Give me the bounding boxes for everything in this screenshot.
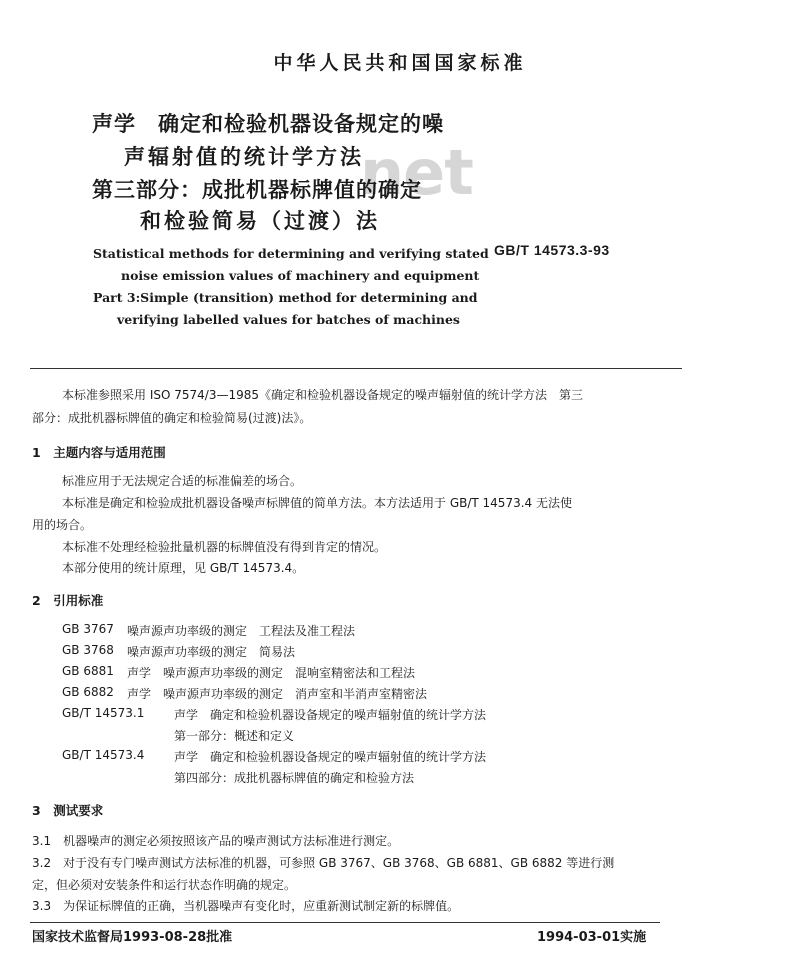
title-cn-line-1: 声学 确定和检验机器设备规定的噪 — [92, 112, 444, 136]
footer-divider — [30, 922, 660, 923]
ref-code: GB/T 14573.4 — [62, 748, 145, 762]
effective-date: 1994-03-01实施 — [537, 930, 647, 945]
intro-line-1: 本标准参照采用 ISO 7574/3—1985《确定和检验机器设备规定的噪声辐射值的统计学方法 第三 — [62, 388, 583, 402]
ref-title: 声学 噪声源声功率级的测定 消声室和半消声室精密法 — [127, 687, 428, 701]
approval-date: 国家技术监督局1993-08-28批准 — [32, 930, 233, 945]
section-1-line-1: 标准应用于无法规定合适的标准偏差的场合。 — [62, 474, 303, 488]
section-1-line-5: 本部分使用的统计原理，见 GB/T 14573.4。 — [62, 561, 305, 575]
section-1-line-2: 本标准是确定和检验成批机器设备噪声标牌值的简单方法。本方法适用于 GB/T 14573.4 无法使 — [62, 496, 572, 510]
title-en-line-4: verifying labelled values for batches of machines — [117, 312, 460, 327]
section-3-line-2: 3.2 对于没有专门噪声测试方法标准的机器，可参照 GB 3767、GB 3768、GB 6881、GB 6882 等进行测 — [32, 856, 615, 870]
ref-title: 声学 噪声源声功率级的测定 混响室精密法和工程法 — [127, 666, 416, 680]
standard-number: GB/T 14573.3-93 — [494, 242, 610, 258]
ref-title-continued: 第四部分：成批机器标牌值的确定和检验方法 — [174, 771, 415, 785]
section-1-line-4: 本标准不处理经检验批量机器的标牌值没有得到肯定的情况。 — [62, 540, 387, 554]
title-en-line-2: noise emission values of machinery and equipment — [121, 268, 480, 283]
ref-code: GB 6882 — [62, 685, 114, 699]
intro-line-2: 部分：成批机器标牌值的确定和检验简易(过渡)法》。 — [32, 411, 312, 425]
ref-title: 噪声源声功率级的测定 简易法 — [127, 645, 296, 659]
ref-title: 噪声源声功率级的测定 工程法及准工程法 — [127, 624, 356, 638]
ref-code: GB 6881 — [62, 664, 114, 678]
section-3-line-1: 3.1 机器噪声的测定必须按照该产品的噪声测试方法标准进行测定。 — [32, 834, 400, 848]
national-standard-header: 中华人民共和国国家标准 — [273, 52, 527, 74]
title-en-line-1: Statistical methods for determining and verifying stated — [93, 246, 489, 261]
ref-title-continued: 第一部分：概述和定义 — [174, 729, 295, 743]
watermark: net — [360, 136, 473, 209]
section-1-line-3: 用的场合。 — [32, 518, 93, 532]
section-3-heading: 3 测试要求 — [32, 803, 104, 818]
title-en-line-3: Part 3:Simple (transition) method for determining and — [93, 290, 478, 305]
section-3-line-4: 3.3 为保证标牌值的正确，当机器噪声有变化时，应重新测试制定新的标牌值。 — [32, 899, 460, 913]
ref-title: 声学 确定和检验机器设备规定的噪声辐射值的统计学方法 — [174, 750, 487, 764]
title-cn-line-4: 和检验简易（过渡）法 — [140, 209, 380, 233]
title-cn-line-2: 声辐射值的统计学方法 — [124, 145, 364, 169]
ref-code: GB 3768 — [62, 643, 114, 657]
section-2-heading: 2 引用标准 — [32, 593, 104, 608]
section-3-line-3: 定，但必须对安装条件和运行状态作明确的规定。 — [32, 878, 297, 892]
header-divider — [30, 368, 682, 369]
section-1-heading: 1 主题内容与适用范围 — [32, 445, 166, 460]
title-cn-line-3: 第三部分：成批机器标牌值的确定 — [92, 178, 422, 202]
ref-code: GB/T 14573.1 — [62, 706, 145, 720]
ref-title: 声学 确定和检验机器设备规定的噪声辐射值的统计学方法 — [174, 708, 487, 722]
ref-code: GB 3767 — [62, 622, 114, 636]
